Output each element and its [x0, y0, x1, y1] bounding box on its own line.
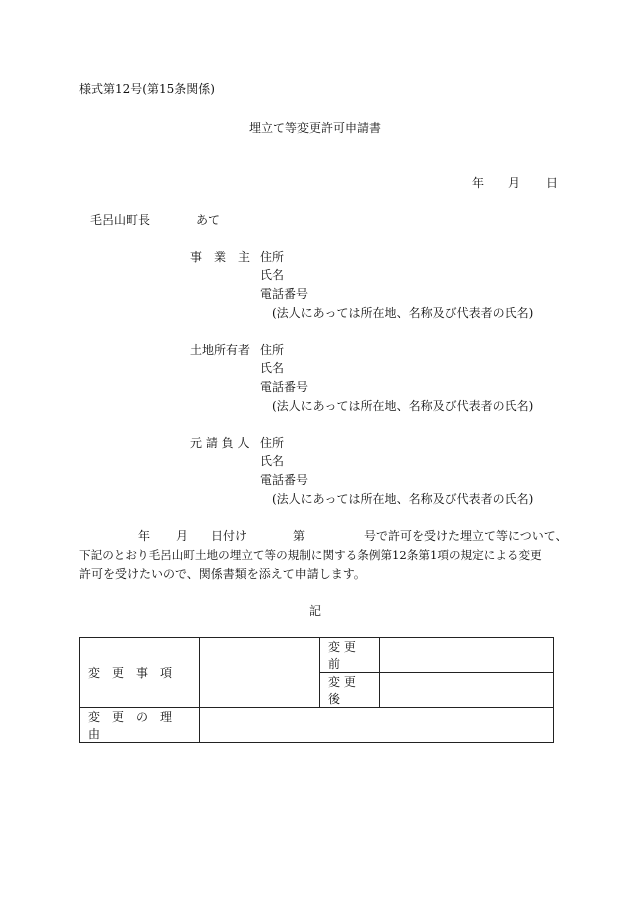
party-name-label: 氏名 [260, 454, 285, 468]
party-role-business-owner: 事 業 主 [190, 250, 251, 264]
change-table [79, 637, 554, 743]
after-value-cell[interactable] [380, 673, 554, 708]
party-phone-label: 電話番号 [260, 473, 309, 487]
date-day-label: 日 [546, 176, 559, 190]
date-year-label: 年 [472, 176, 485, 190]
party-address-label: 住所 [260, 436, 285, 450]
party-role-prime-contractor: 元 請 負 人 [190, 436, 250, 450]
party-corporate-note: (法人にあっては所在地、名称及び代表者の氏名) [272, 306, 534, 320]
change-items-label: 変 更 事 項 [80, 638, 200, 708]
addressee-line [90, 212, 220, 228]
before-value-cell[interactable] [380, 638, 554, 673]
body-line1-rest: 号で許可を受けた埋立て等について、 [364, 529, 568, 543]
party-name-label: 氏名 [260, 268, 285, 282]
party-phone-label: 電話番号 [260, 287, 309, 301]
change-items-value-cell[interactable] [200, 638, 320, 708]
body-dai-label: 第 [293, 529, 306, 543]
before-label: 変 更 前 [320, 638, 380, 673]
ki-heading: 記 [308, 604, 321, 618]
date-line [472, 175, 558, 191]
form-number-label: 様式第12号(第15条関係) [79, 82, 215, 96]
document-title: 埋立て等変更許可申請書 [248, 121, 381, 135]
party-role-landowner: 土地所有者 [190, 343, 251, 357]
party-corporate-note: (法人にあっては所在地、名称及び代表者の氏名) [272, 399, 534, 413]
addressee-name: 毛呂山町長 [90, 213, 151, 227]
party-name-label: 氏名 [260, 361, 285, 375]
party-address-label: 住所 [260, 343, 285, 357]
party-address-label: 住所 [260, 250, 285, 264]
reason-value-cell[interactable] [200, 708, 554, 743]
addressee-honorific: あて [196, 213, 221, 227]
body-dated-label: 日付け [211, 529, 248, 543]
party-phone-label: 電話番号 [260, 380, 309, 394]
date-month-label: 月 [508, 176, 521, 190]
body-line3: 許可を受けたいので、関係書類を添えて申請します。 [79, 567, 366, 581]
body-line2: 下記のとおり毛呂山町土地の埋立て等の規制に関する条例第12条第1項の規定による変更 [79, 548, 542, 562]
body-month-label: 月 [176, 529, 189, 543]
after-label: 変 更 後 [320, 673, 380, 708]
party-corporate-note: (法人にあっては所在地、名称及び代表者の氏名) [272, 492, 534, 506]
body-year-label: 年 [138, 529, 151, 543]
reason-label: 変 更 の 理 由 [80, 708, 200, 743]
